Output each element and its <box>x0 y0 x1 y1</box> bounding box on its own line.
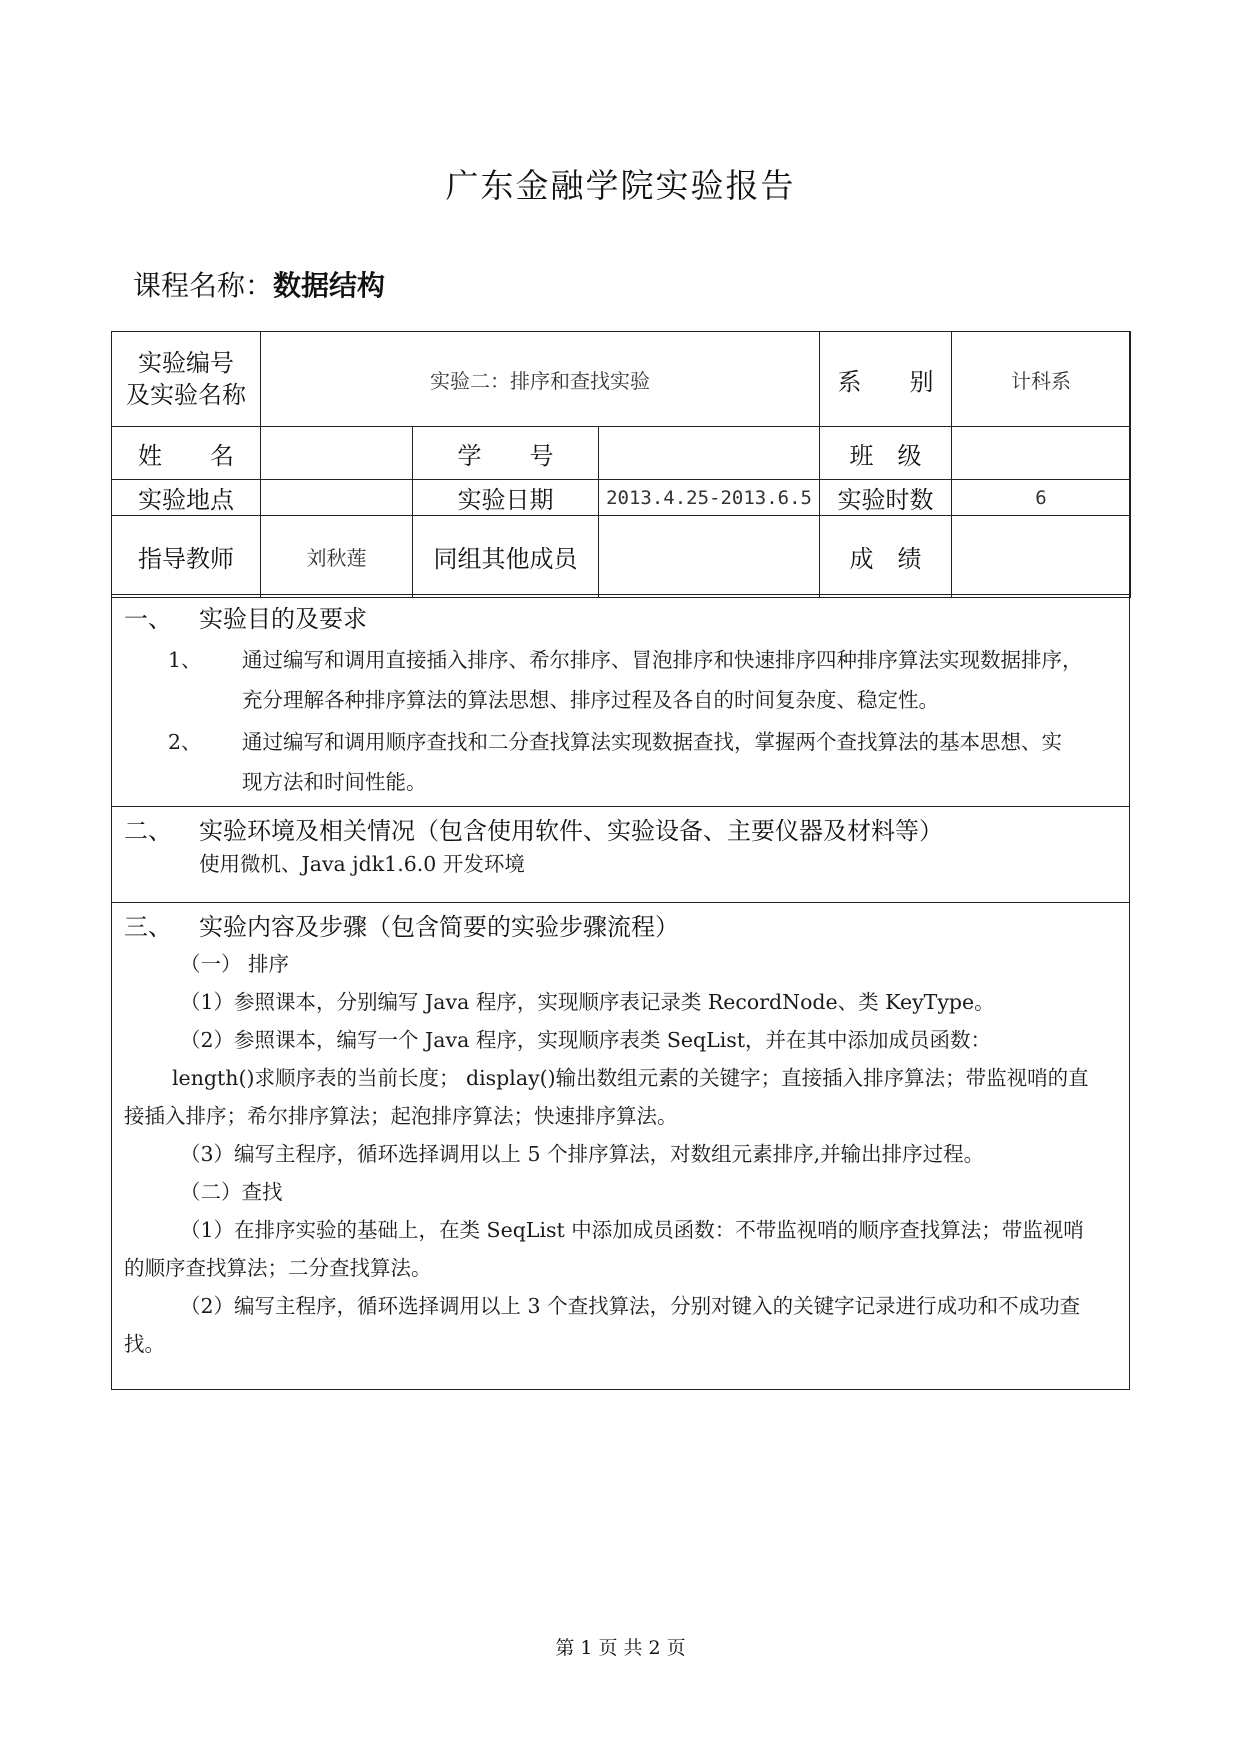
sub-search-heading: （二）查找 <box>180 1180 283 1204</box>
section1-num: 一、 <box>124 605 172 633</box>
item1-line2: 充分理解各种排序算法的算法思想、排序过程及各自的时间复杂度、稳定性。 <box>242 688 939 712</box>
name-label: 姓 名 <box>138 441 234 470</box>
name-value-cell[interactable] <box>261 427 413 480</box>
step-p1: （1）参照课本，分别编写 Java 程序，实现顺序表记录类 RecordNode、类 KeyType。 <box>180 990 995 1014</box>
exp-no-label-line2: 及实验名称 <box>126 381 246 409</box>
step-p5-line2: 的顺序查找算法；二分查找算法。 <box>124 1256 432 1280</box>
date-value-cell <box>599 480 820 516</box>
sub-sort-heading: （一） 排序 <box>180 952 290 976</box>
table-row <box>112 480 1131 516</box>
hours-label: 实验时数 <box>837 486 934 514</box>
location-label-cell <box>112 480 261 516</box>
location-label: 实验地点 <box>138 486 234 514</box>
page-title: 广东金融学院实验报告 <box>445 166 796 205</box>
step-p3-line1: length()求顺序表的当前长度； display()输出数组元素的关键字；直接插入排序算法；带监视哨的直 <box>172 1066 1089 1090</box>
date-value: 2013.4.25-2013.6.5 <box>606 486 812 509</box>
section1-title: 实验目的及要求 <box>199 605 367 633</box>
student-no-label: 学 号 <box>457 441 554 470</box>
info-table <box>111 331 1131 598</box>
group-label: 同组其他成员 <box>433 545 578 573</box>
course-value: 数据结构 <box>273 269 386 302</box>
section3-num: 三、 <box>124 913 172 941</box>
step-p3-line2: 接插入排序；希尔排序算法；起泡排序算法；快速排序算法。 <box>124 1104 678 1128</box>
page-footer: 第 1 页 共 2 页 <box>555 1637 686 1659</box>
table-row <box>112 427 1131 480</box>
teacher-label-cell <box>112 516 261 598</box>
dept-value-cell <box>952 332 1131 427</box>
step-p5-line1: （1）在排序实验的基础上，在类 SeqList 中添加成员函数：不带监视哨的顺序查找算法；带监视哨 <box>180 1218 1084 1242</box>
section1-heading <box>124 599 367 634</box>
exp-no-label-cell <box>112 332 261 427</box>
section3-title: 实验内容及步骤（包含简要的实验步骤流程） <box>199 913 679 941</box>
class-label: 班 级 <box>849 441 922 470</box>
dept-value: 计科系 <box>1011 368 1072 393</box>
student-no-label-cell <box>413 427 599 480</box>
item1-num: 1、 <box>168 648 202 672</box>
exp-name-cell <box>261 332 820 427</box>
student-no-value-cell[interactable] <box>599 427 820 480</box>
step-p6-line2: 找。 <box>124 1332 165 1356</box>
group-label-cell <box>413 516 599 598</box>
section-environment <box>111 806 1130 902</box>
item2-line1: 通过编写和调用顺序查找和二分查找算法实现数据查找，掌握两个查找算法的基本思想、实 <box>242 730 1062 754</box>
grade-value-cell[interactable] <box>952 516 1131 598</box>
group-value-cell[interactable] <box>599 516 820 598</box>
grade-label-cell <box>820 516 952 598</box>
item2-num: 2、 <box>168 730 202 754</box>
item1-line1: 通过编写和调用直接插入排序、希尔排序、冒泡排序和快速排序四种排序算法实现数据排序， <box>242 648 1083 672</box>
hours-label-cell <box>820 480 952 516</box>
section2-body: 使用微机、Java jdk1.6.0 开发环境 <box>199 852 525 876</box>
section2-num: 二、 <box>124 817 172 845</box>
location-value-cell[interactable] <box>261 480 413 516</box>
teacher-value-cell <box>261 516 413 598</box>
section2-heading <box>124 811 943 846</box>
dept-label-cell <box>820 332 952 427</box>
table-row <box>112 516 1131 598</box>
grade-label: 成 绩 <box>849 545 922 573</box>
section2-title: 实验环境及相关情况（包含使用软件、实验设备、主要仪器及材料等） <box>199 817 943 845</box>
item2-line2: 现方法和时间性能。 <box>242 770 427 794</box>
teacher-value: 刘秋莲 <box>306 546 367 570</box>
section3-heading <box>124 907 679 942</box>
class-label-cell <box>820 427 952 480</box>
step-p2: （2）参照课本，编写一个 Java 程序，实现顺序表类 SeqList，并在其中添加成员函数： <box>180 1028 992 1052</box>
course-line <box>133 264 385 304</box>
class-value-cell[interactable] <box>952 427 1131 480</box>
dept-label: 系 别 <box>837 367 934 396</box>
date-label-cell <box>413 480 599 516</box>
hours-value: 6 <box>1035 486 1047 509</box>
date-label: 实验日期 <box>457 486 554 514</box>
exp-name-value: 实验二：排序和查找实验 <box>430 368 651 393</box>
course-label: 课程名称： <box>133 269 274 302</box>
step-p4: （3）编写主程序，循环选择调用以上 5 个排序算法，对数组元素排序,并输出排序过程。 <box>180 1142 985 1166</box>
section-content <box>111 902 1130 1390</box>
teacher-label: 指导教师 <box>138 545 234 573</box>
step-p6-line1: （2）编写主程序，循环选择调用以上 3 个查找算法，分别对键入的关键字记录进行成功和不成功查 <box>180 1294 1081 1318</box>
table-row <box>112 332 1131 427</box>
section-objectives <box>111 594 1130 806</box>
exp-no-label-line1: 实验编号 <box>138 349 234 377</box>
hours-value-cell <box>952 480 1131 516</box>
name-label-cell <box>112 427 261 480</box>
